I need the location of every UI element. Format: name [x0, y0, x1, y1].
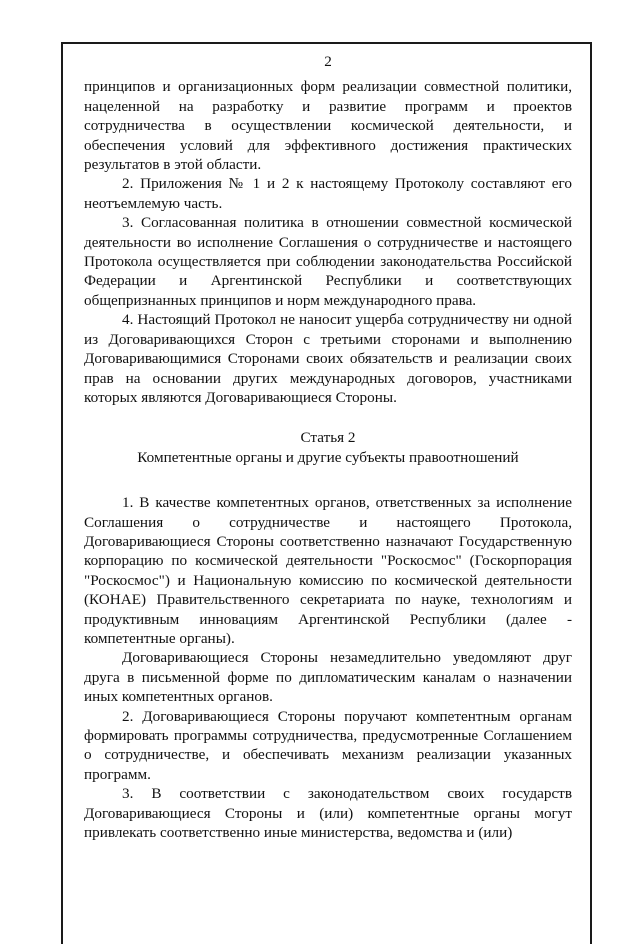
- paragraph-competent-bodies: 1. В качестве компетентных органов, ответственных за исполнение Соглашения о сотрудничестве и настоящего Протокола, Договаривающиеся Стороны соответственно назначают Государственную корпорацию по космической деятельности "Роскосмос" (Госкорпорация "Роскосмос") и Национальную комиссию по космической деятельности (КОНАЕ) Правительственного секретариата по науке, технологиям и продуктивным инновациям Аргентинской Республики (далее - компетентные органы).: [84, 494, 572, 647]
- article-title: Компетентные органы и другие субъекты правоотношений: [137, 448, 519, 466]
- paragraph-annexes: 2. Приложения № 1 и 2 к настоящему Протоколу составляют его неотъемлемую часть.: [84, 175, 572, 212]
- paragraph-third-parties: 4. Настоящий Протокол не наносит ущерба сотрудничеству ни одной из Договаривающихся Сторон с третьими сторонами и выполнению Договаривающимися Сторонами своих обязательств и реализации своих прав на основании других международных договоров, участниками которых являются Договаривающиеся Стороны.: [84, 311, 572, 406]
- paragraph-continuation: принципов и организационных форм реализации совместной политики, нацеленной на разработку и развитие программ и проектов сотрудничества в осуществлении космической деятельности, и обеспечения условий для эффективного достижения практических результатов в этой области.: [84, 78, 572, 174]
- page-number: 2: [324, 53, 332, 70]
- paragraph-programs: 2. Договаривающиеся Стороны поручают компетентным органам формировать программы сотрудничества, предусмотренные Соглашением о сотрудничестве, и обеспечивать механизм реализации указанных программ.: [84, 707, 572, 783]
- paragraph-notification: Договаривающиеся Стороны незамедлительно уведомляют друг друга в письменной форме по дипломатическим каналам о назначении иных компетентных органов.: [84, 649, 572, 706]
- document-body: [84, 52, 572, 842]
- paragraph-other-entities: 3. В соответствии с законодательством своих государств Договаривающиеся Стороны и (или) компетентные органы могут привлекать соответственно иные министерства, ведомства и (или): [84, 785, 572, 842]
- paragraph-policy: 3. Согласованная политика в отношении совместной космической деятельности во исполнение Соглашения о сотрудничестве и настоящего Протокола осуществляется при соблюдении законодательства Российской Федерации и Аргентинской Республики и соответствующих общепризнанных принципов и норм международного права.: [84, 214, 572, 309]
- article-number: Статья 2: [300, 429, 356, 447]
